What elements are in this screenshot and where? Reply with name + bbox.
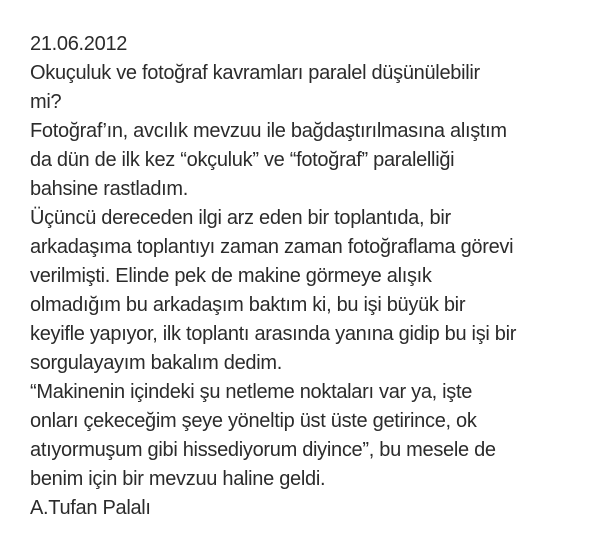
text-line: onları çekeceğim şeye yöneltip üst üste getirince, ok <box>30 410 477 432</box>
date-line: 21.06.2012 <box>30 33 128 55</box>
text-line: verilmişti. Elinde pek de makine görmeye alışık <box>30 265 432 287</box>
text-line: mi? <box>30 91 62 113</box>
author-line: A.Tufan Palalı <box>30 497 151 519</box>
text-line: sorgulayayım bakalım dedim. <box>30 352 283 374</box>
text-line: Okuçuluk ve fotoğraf kavramları paralel düşünülebilir <box>30 62 480 84</box>
document-text-block <box>30 30 580 523</box>
text-line: atıyormuşum gibi hissediyorum diyince”, bu mesele de <box>30 439 496 461</box>
text-line: “Makinenin içindeki şu netleme noktaları var ya, işte <box>30 381 473 403</box>
text-line: olmadığım bu arkadaşım baktım ki, bu işi büyük bir <box>30 294 466 316</box>
text-line: bahsine rastladım. <box>30 178 189 200</box>
text-line: benim için bir mevzuu haline geldi. <box>30 468 326 490</box>
text-line: keyifle yapıyor, ilk toplantı arasında yanına gidip bu işi bir <box>30 323 517 345</box>
text-line: da dün de ilk kez “okçuluk” ve “fotoğraf” paralelliği <box>30 149 455 171</box>
text-line: Üçüncü dereceden ilgi arz eden bir toplantıda, bir <box>30 207 451 229</box>
text-line: arkadaşıma toplantıyı zaman zaman fotoğraflama görevi <box>30 236 514 258</box>
text-line: Fotoğraf’ın, avcılık mevzuu ile bağdaştırılmasına alıştım <box>30 120 507 142</box>
